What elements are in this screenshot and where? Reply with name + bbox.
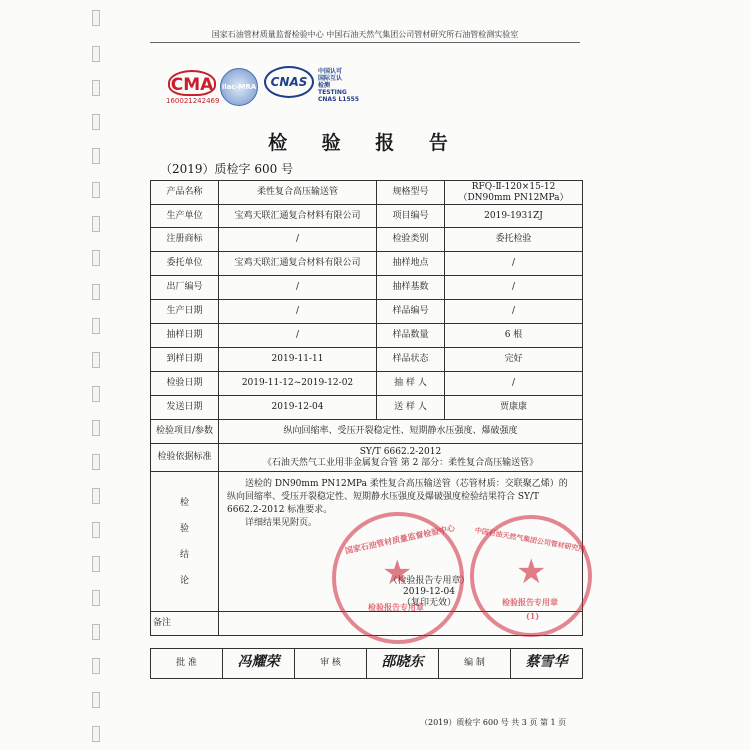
header-rule: [150, 42, 580, 43]
conclusion-detail: 详细结果见附页。: [245, 518, 318, 528]
cnas-logo: [264, 66, 316, 106]
value-send-date: 2019-12-04: [219, 396, 377, 420]
signature-compile: 蔡雪华: [511, 649, 583, 679]
label-sampling-date: 抽样日期: [151, 324, 219, 348]
signature-review: 邵晓东: [367, 649, 439, 679]
label-test-basis: 检验依据标准: [151, 444, 219, 472]
value-factory-no: /: [219, 276, 377, 300]
signature-table: [150, 648, 583, 679]
label-product-name: 产品名称: [151, 181, 219, 205]
label-compile: 编 制: [439, 649, 511, 679]
header-organizations: 国家石油管材质量监督检验中心 中国石油天然气集团公司管材研究所石油管检测实验室: [211, 30, 519, 39]
value-product-name: 柔性复合高压输送管: [219, 181, 377, 205]
value-sample-state: 完好: [445, 348, 583, 372]
page-footer: （2019）质检字 600 号 共 3 页 第 1 页: [420, 718, 567, 727]
label-project-no: 项目编号: [377, 205, 445, 228]
cnas-accreditation-text: 中国认可 国际互认 检测 TESTING CNAS L1555: [318, 68, 360, 103]
label-manufacturer: 生产单位: [151, 205, 219, 228]
label-sample-qty: 样品数量: [377, 324, 445, 348]
value-sampling-date: /: [219, 324, 377, 348]
label-review: 审 核: [295, 649, 367, 679]
label-trademark: 注册商标: [151, 228, 219, 252]
value-manufacturer: 宝鸡天联汇通复合材料有限公司: [219, 205, 377, 228]
cma-number: 160021242469: [166, 97, 220, 105]
value-sample-qty: 6 根: [445, 324, 583, 348]
ilac-mra-logo: [220, 68, 260, 104]
conclusion-text: 送检的 DN90mm PN12MPa 柔性复合高压输送管（芯管材质：交联聚乙烯）的纵向回缩率、受压开裂稳定性、短期静水压强度及爆破强度检验结果符合 SY/T 6662.2-2012 标准要求。: [227, 479, 568, 515]
label-approve: 批 准: [151, 649, 223, 679]
signature-approve: 冯耀荣: [223, 649, 295, 679]
report-number: （2019）质检字 600 号: [160, 162, 294, 176]
label-remarks: 备注: [151, 612, 219, 636]
label-arrival-date: 到样日期: [151, 348, 219, 372]
value-sampling-place: /: [445, 252, 583, 276]
value-arrival-date: 2019-11-11: [219, 348, 377, 372]
report-title: 检 验 报 告: [268, 132, 462, 154]
value-spec: RFQ-Ⅱ-120×15-12 （DN90mm PN12MPa）: [445, 181, 583, 205]
label-sender: 送 样 人: [377, 396, 445, 420]
label-test-type: 检验类别: [377, 228, 445, 252]
inspection-seal-left: 国家石油管材质量监督检验中心 ★ 检验报告专用章: [332, 512, 464, 644]
value-test-date: 2019-11-12~2019-12-02: [219, 372, 377, 396]
value-sampling-base: /: [445, 276, 583, 300]
label-client: 委托单位: [151, 252, 219, 276]
cma-mark: CMA: [168, 70, 216, 96]
value-production-date: /: [219, 300, 377, 324]
label-conclusion: 检 验 结 论: [151, 472, 219, 612]
label-spec: 规格型号: [377, 181, 445, 205]
value-test-basis: SY/T 6662.2-2012 《石油天然气工业用非金属复合管 第 2 部分：柔性复合高压输送管》: [219, 444, 583, 472]
label-test-date: 检验日期: [151, 372, 219, 396]
ilac-mark: ilac-MRA: [220, 68, 258, 106]
binding-holes: [92, 0, 106, 750]
seal-caption: （检验报告专用章） 2019-12-04 （复印无效）: [388, 576, 470, 608]
value-trademark: /: [219, 228, 377, 252]
cma-logo: [166, 70, 220, 105]
value-test-type: 委托检验: [445, 228, 583, 252]
label-send-date: 发送日期: [151, 396, 219, 420]
label-sample-no: 样品编号: [377, 300, 445, 324]
value-sample-no: /: [445, 300, 583, 324]
label-sampling-base: 抽样基数: [377, 276, 445, 300]
label-test-items: 检验项目/参数: [151, 420, 219, 444]
label-sampling-place: 抽样地点: [377, 252, 445, 276]
value-test-items: 纵向回缩率、受压开裂稳定性、短期静水压强度、爆破强度: [219, 420, 583, 444]
value-project-no: 2019-1931ZJ: [445, 205, 583, 228]
inspection-seal-right: 中国石油天然气集团公司管材研究所 ★ 检验报告专用章 (1): [470, 515, 592, 637]
value-sampler: /: [445, 372, 583, 396]
value-sender: 贾康康: [445, 396, 583, 420]
label-factory-no: 出厂编号: [151, 276, 219, 300]
label-sample-state: 样品状态: [377, 348, 445, 372]
value-client: 宝鸡天联汇通复合材料有限公司: [219, 252, 377, 276]
cnas-mark: CNAS: [264, 66, 314, 98]
label-production-date: 生产日期: [151, 300, 219, 324]
label-sampler: 抽 样 人: [377, 372, 445, 396]
